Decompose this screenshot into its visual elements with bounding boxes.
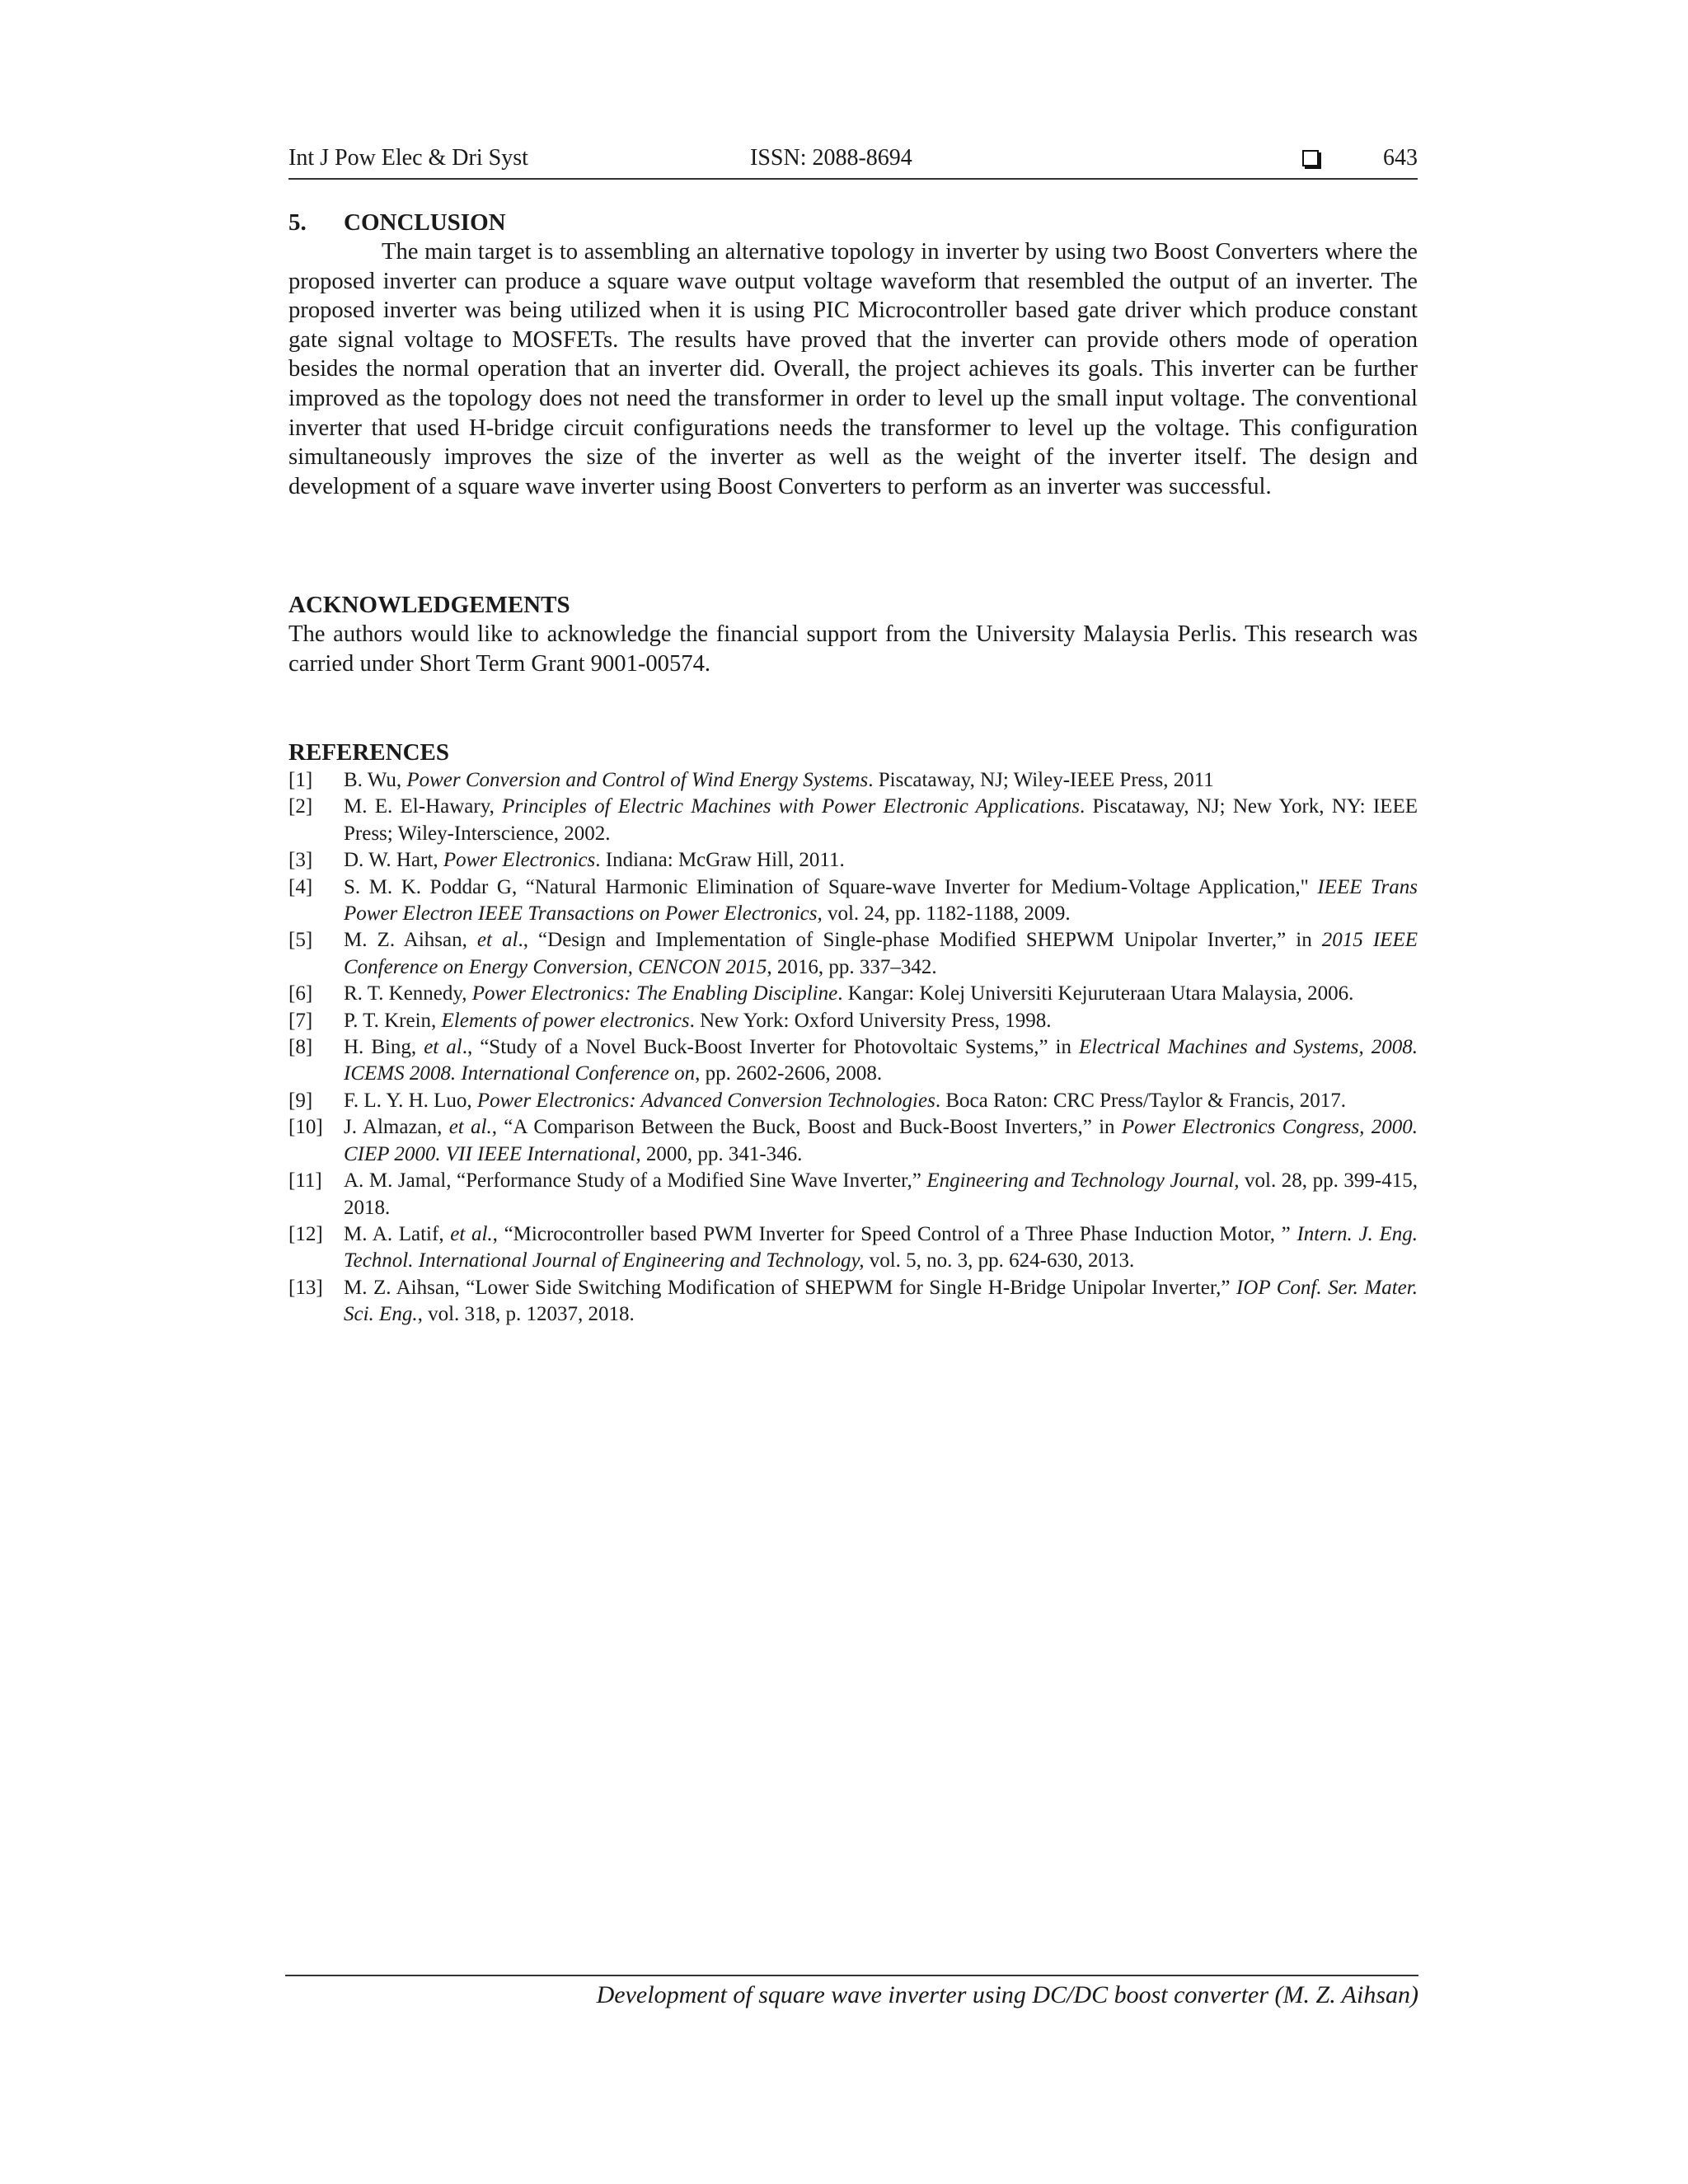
- reference-segment: , “A Comparison Between the Buck, Boost and Buck-Boost Inverters,” in: [491, 1116, 1122, 1139]
- reference-number: [2]: [288, 795, 313, 818]
- journal-name: Int J Pow Elec & Dri Syst: [288, 145, 528, 171]
- reference-text: [344, 1223, 1418, 1272]
- reference-item: [288, 1088, 1418, 1114]
- reference-number: [13]: [288, 1276, 323, 1299]
- reference-segment: ., “Study of a Novel Buck-Boost Inverter for Photovoltaic Systems,” in: [462, 1036, 1080, 1059]
- reference-text: [344, 795, 1418, 844]
- reference-italic-segment: Intern. J. Eng. Technol. International Journal of Engineering and Technology,: [344, 1222, 1418, 1272]
- reference-text: [344, 849, 845, 871]
- reference-item: [288, 1168, 1418, 1221]
- reference-italic-segment: et al: [476, 929, 518, 952]
- section-number: 5.: [288, 209, 307, 236]
- reference-text: [344, 982, 1353, 1005]
- reference-italic-segment: Power Electronics: The Enabling Discipline: [471, 982, 838, 1005]
- issn: ISSN: 2088-8694: [750, 145, 912, 171]
- reference-segment: M. E. El-Hawary,: [344, 795, 503, 818]
- reference-segment: vol. 5, no. 3, pp. 624-630, 2013.: [864, 1249, 1135, 1272]
- reference-segment: . New York: Oxford University Press, 1998.: [689, 1009, 1052, 1032]
- page-header: [288, 145, 1418, 180]
- reference-segment: . Kangar: Kolej Universiti Kejuruteraan Utara Malaysia, 2006.: [837, 982, 1354, 1005]
- reference-segment: . Piscataway, NJ; Wiley-IEEE Press, 2011: [868, 769, 1214, 791]
- reference-number: [10]: [288, 1116, 323, 1139]
- reference-italic-segment: 2015 IEEE Conference on Energy Conversion, CENCON 2015: [344, 929, 1418, 978]
- reference-item: [288, 794, 1418, 847]
- reference-italic-segment: Power Electronics: Advanced Conversion Technologies: [476, 1089, 935, 1112]
- reference-text: [344, 876, 1418, 925]
- reference-number: [7]: [288, 1009, 313, 1032]
- reference-number: [9]: [288, 1089, 313, 1112]
- reference-text: [344, 1036, 1418, 1085]
- reference-segment: , 2000, pp. 341-346.: [635, 1142, 803, 1165]
- reference-italic-segment: IOP Conf. Ser. Mater. Sci. Eng.: [344, 1276, 1418, 1326]
- page-number: 643: [1383, 145, 1418, 171]
- reference-number: [1]: [288, 769, 313, 791]
- reference-text: [344, 1090, 1346, 1112]
- reference-item: [288, 767, 1418, 794]
- reference-number: [3]: [288, 849, 313, 872]
- reference-italic-segment: Elements of power electronics: [441, 1009, 690, 1032]
- acknowledgements-heading: ACKNOWLEDGEMENTS: [288, 592, 570, 618]
- acknowledgements-section: [288, 590, 1418, 678]
- reference-item: [288, 1008, 1418, 1034]
- reference-item: [288, 1221, 1418, 1275]
- reference-segment: , pp. 2602-2606, 2008.: [695, 1062, 883, 1085]
- reference-italic-segment: Principles of Electric Machines with Power Electronic Applications: [502, 795, 1080, 818]
- reference-segment: , vol. 318, p. 12037, 2018.: [417, 1303, 635, 1326]
- reference-segment: ., “Design and Implementation of Single-phase Modified SHEPWM Unipolar Inverter,” in: [518, 929, 1322, 952]
- reference-number: [5]: [288, 929, 313, 952]
- reference-text: [344, 929, 1418, 977]
- reference-segment: D. W. Hart,: [344, 849, 443, 872]
- acknowledgements-paragraph: The authors would like to acknowledge the financial support from the University Malaysia Perlis. This research was carried under Short Term Grant 9001-00574.: [288, 621, 1418, 677]
- reference-italic-segment: et al.: [450, 1222, 493, 1245]
- reference-segment: , 2016, pp. 337–342.: [767, 955, 937, 978]
- reference-segment: . Piscataway, NJ; New York, NY: IEEE Press; Wiley-Interscience, 2002.: [344, 795, 1418, 845]
- reference-italic-segment: Engineering and Technology Journal,: [926, 1169, 1240, 1193]
- reference-italic-segment: et al: [424, 1036, 462, 1059]
- reference-segment: vol. 28, pp. 399-415, 2018.: [344, 1169, 1418, 1219]
- page-footer: [285, 1975, 1418, 2008]
- reference-italic-segment: Electrical Machines and Systems, 2008. ICEMS 2008. International Conference on: [344, 1036, 1418, 1085]
- reference-segment: M. Z. Aihsan,: [344, 929, 477, 952]
- reference-text: [344, 1010, 1052, 1032]
- reference-italic-segment: Power Electronics: [443, 849, 596, 872]
- reference-segment: M. Z. Aihsan, “Lower Side Switching Modification of SHEPWM for Single H-Bridge Unipolar Inverter,”: [344, 1276, 1237, 1299]
- reference-italic-segment: Power Conversion and Control of Wind Energy Systems: [406, 769, 869, 791]
- square-icon: [1302, 150, 1319, 166]
- reference-text: [344, 1116, 1418, 1165]
- reference-item: [288, 1114, 1418, 1168]
- reference-list: [288, 767, 1418, 1329]
- reference-item: [288, 927, 1418, 981]
- reference-item: [288, 1275, 1418, 1329]
- references-heading: REFERENCES: [288, 739, 449, 766]
- reference-segment: R. T. Kennedy,: [344, 982, 472, 1005]
- footer-title: Development of square wave inverter using DC/DC boost converter (M. Z. Aihsan): [596, 1981, 1418, 2008]
- conclusion-section: [288, 208, 1418, 501]
- references-section: [288, 738, 1418, 1329]
- reference-segment: vol. 24, pp. 1182-1188, 2009.: [822, 902, 1071, 926]
- reference-segment: P. T. Krein,: [344, 1009, 442, 1032]
- reference-segment: M. A. Latif,: [344, 1222, 451, 1245]
- reference-segment: J. Almazan,: [344, 1116, 449, 1139]
- reference-segment: F. L. Y. H. Luo,: [344, 1089, 477, 1112]
- section-title: CONCLUSION: [344, 209, 506, 236]
- reference-segment: . Boca Raton: CRC Press/Taylor & Francis, 2017.: [935, 1089, 1347, 1112]
- reference-italic-segment: IEEE Trans Power Electron IEEE Transactions on Power Electronics,: [344, 875, 1418, 926]
- reference-text: [344, 1277, 1418, 1325]
- reference-text: [344, 1169, 1418, 1218]
- reference-italic-segment: Power Electronics Congress, 2000. CIEP 2000. VII IEEE International: [344, 1116, 1418, 1165]
- reference-item: [288, 1034, 1418, 1088]
- reference-item: [288, 847, 1418, 874]
- conclusion-paragraph: The main target is to assembling an alternative topology in inverter by using two Boost Converters where the proposed inverter can produce a square wave output voltage waveform that resembled the output of an inverter. The proposed inverter was being utilized when it is using PIC Microcontroller based gate driver which produce constant gate signal voltage to MOSFETs. The results have proved that the inverter can provide others mode of operation besides the normal operation that an inverter did. Overall, the project achieves its goals. This inverter can be further improved as the topology does not need the transformer in order to level up the small input voltage. The conventional inverter that used H-bridge circuit configurations needs the transformer to level up the voltage. This configuration simultaneously improves the size of the inverter as well as the weight of the inverter itself. The design and development of a square wave inverter using Boost Converters to perform as an inverter was successful.: [288, 239, 1418, 499]
- reference-segment: A. M. Jamal, “Performance Study of a Modified Sine Wave Inverter,”: [344, 1169, 927, 1193]
- reference-italic-segment: et al.: [448, 1116, 492, 1139]
- reference-number: [11]: [288, 1169, 322, 1193]
- reference-segment: , “Microcontroller based PWM Inverter for Speed Control of a Three Phase Induction Motor, ”: [492, 1222, 1297, 1245]
- reference-item: [288, 981, 1418, 1007]
- reference-segment: S. M. K. Poddar G, “Natural Harmonic Elimination of Square-wave Inverter for Medium-Voltage Application,": [344, 875, 1318, 898]
- reference-item: [288, 874, 1418, 928]
- conclusion-heading: [288, 208, 1418, 237]
- reference-number: [12]: [288, 1222, 323, 1245]
- reference-number: [6]: [288, 982, 313, 1005]
- reference-segment: H. Bing,: [344, 1036, 424, 1059]
- reference-segment: B. Wu,: [344, 769, 407, 791]
- reference-number: [8]: [288, 1036, 313, 1059]
- reference-text: [344, 769, 1214, 791]
- reference-segment: . Indiana: McGraw Hill, 2011.: [595, 849, 845, 872]
- reference-number: [4]: [288, 875, 313, 898]
